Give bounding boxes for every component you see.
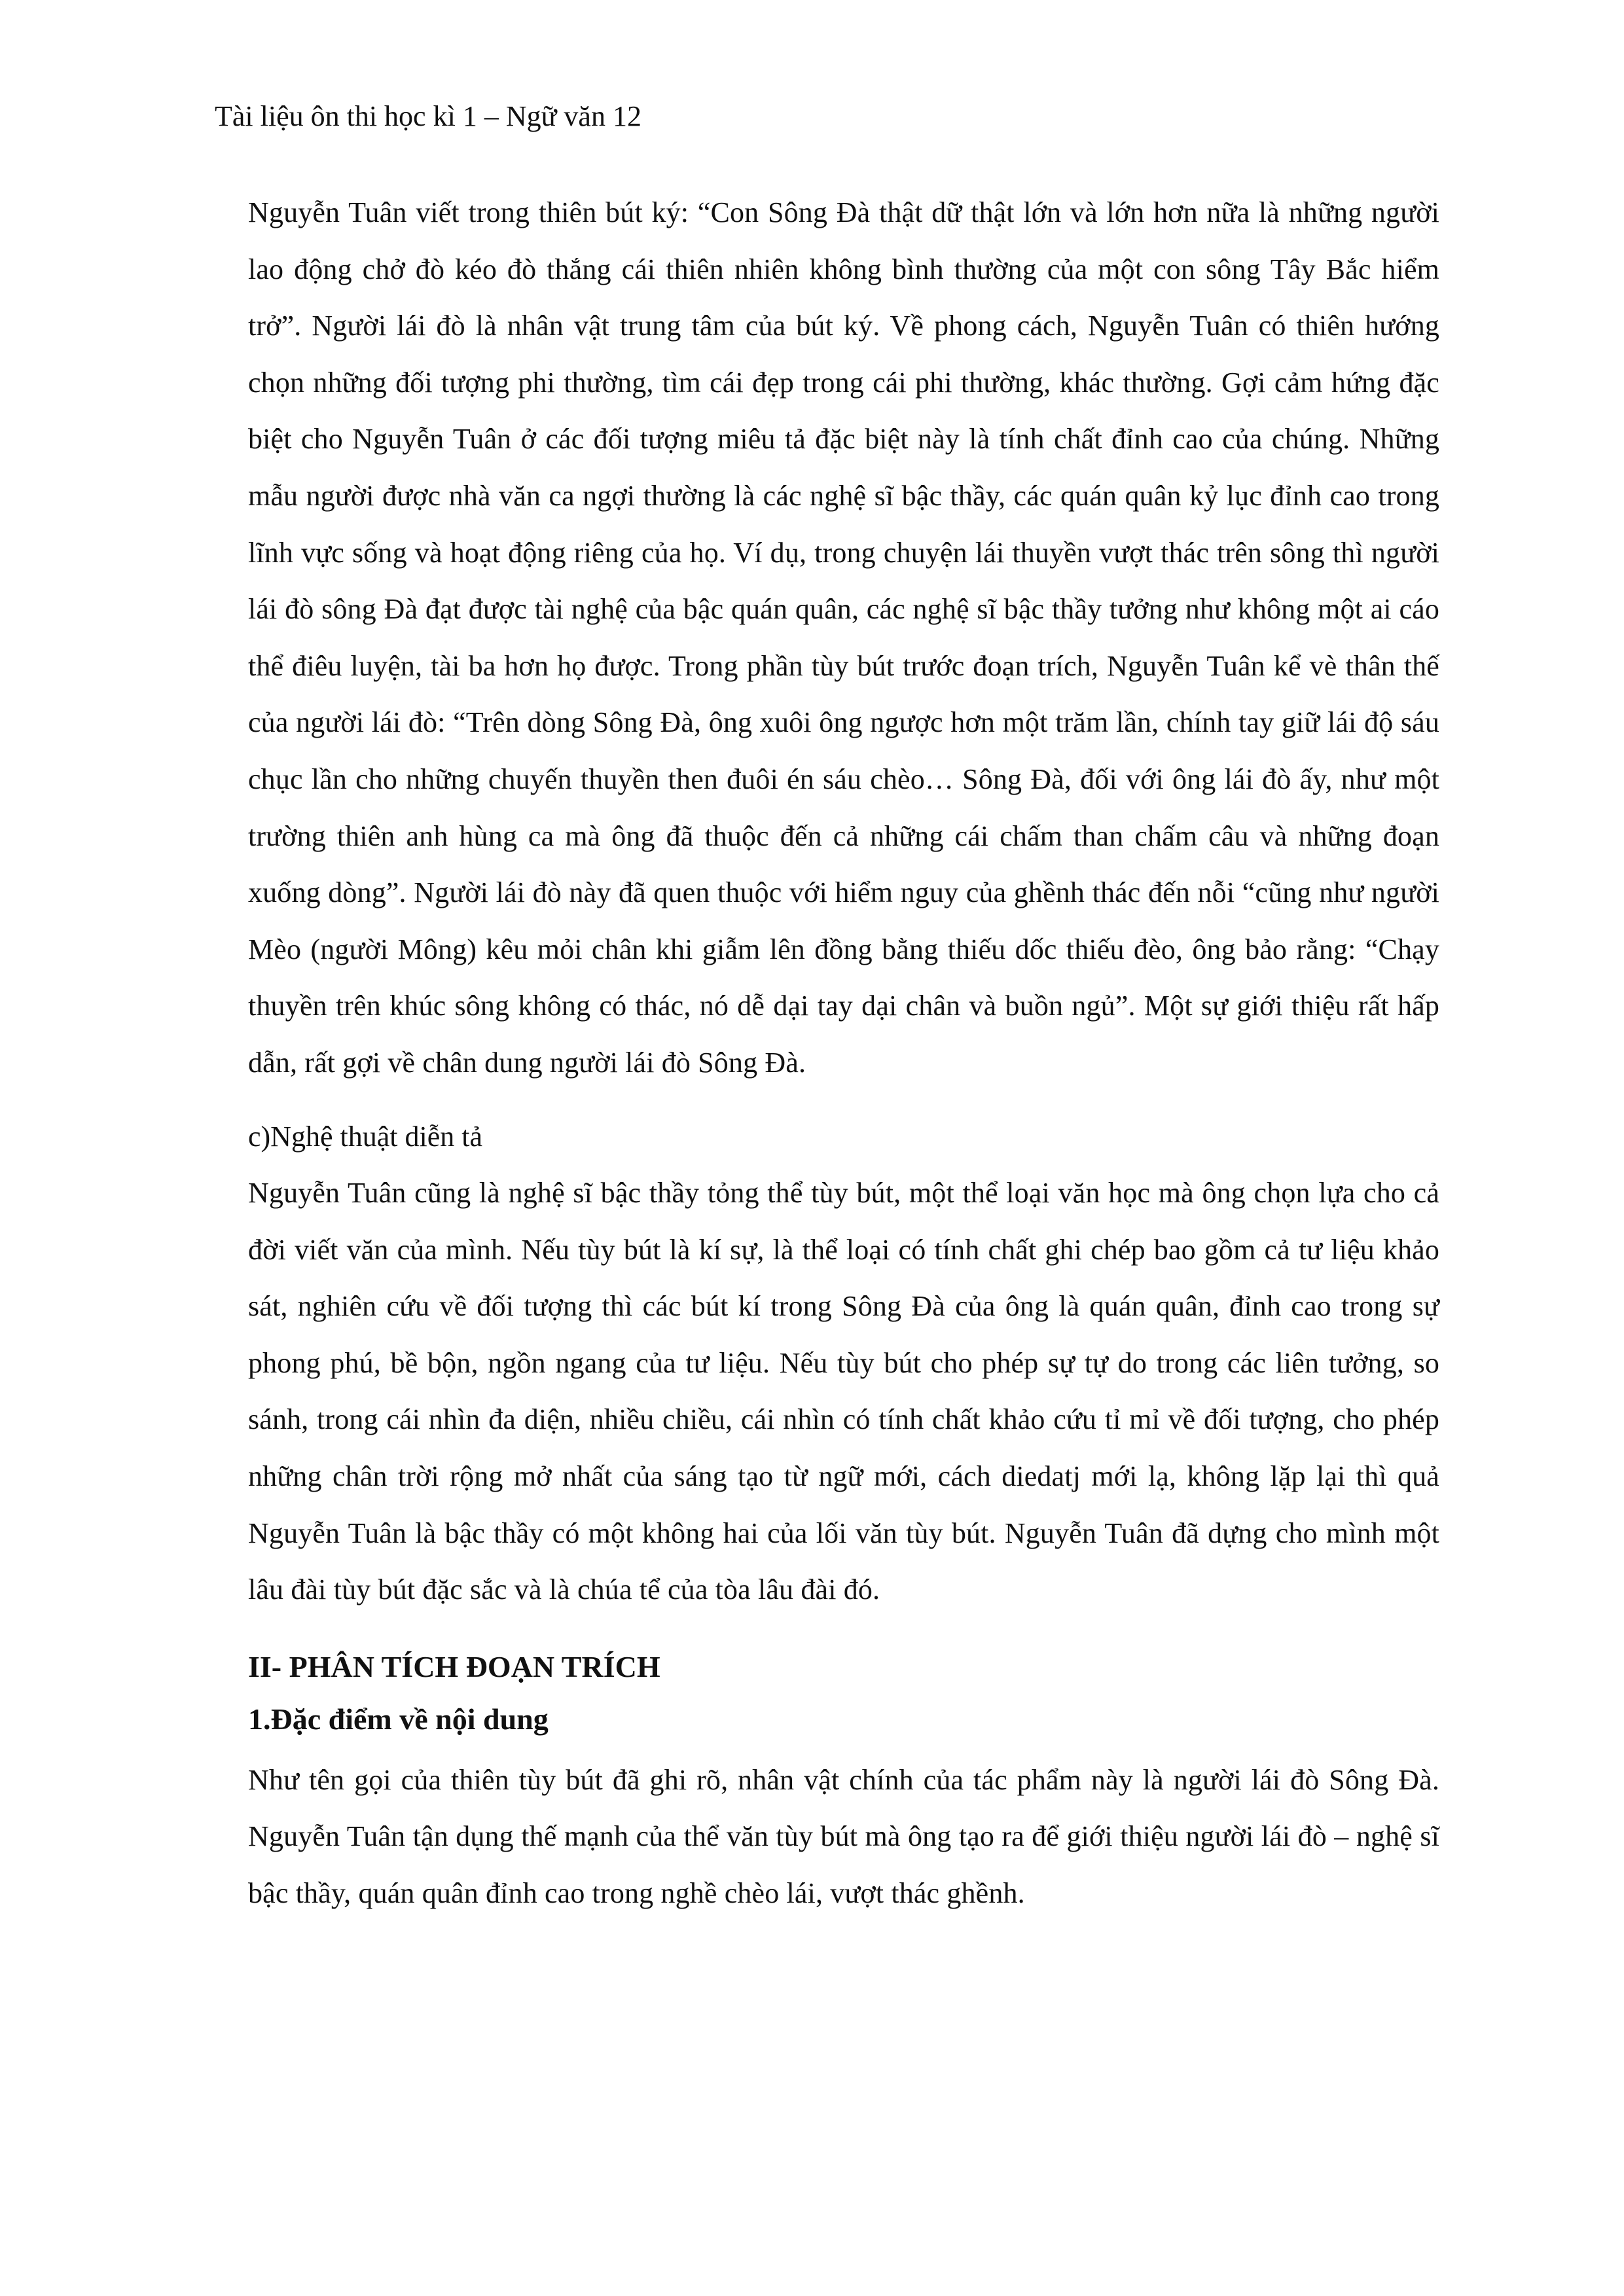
subsection-heading: 1.Đặc điểm về nội dung (248, 1702, 549, 1736)
section-heading: II- PHÂN TÍCH ĐOẠN TRÍCH (248, 1649, 660, 1683)
subheading-art-of-expression: c)Nghệ thuật diễn tả (248, 1120, 482, 1153)
running-header: Tài liệu ôn thi học kì 1 – Ngữ văn 12 (215, 100, 641, 132)
body-paragraph-2: Nguyễn Tuân cũng là nghệ sĩ bậc thầy tỏng thể tùy bút, một thể loại văn học mà ông chọn lựa cho cả đời viết văn của mình. Nếu tùy bút là kí sự, là thể loại có tính chất ghi chép bao gồm cả tư liệu khảo sát, nghiên cứu về đối tượng thì các bút kí trong Sông Đà của ông là quán quân, đỉnh cao trong sự phong phú, bề bộn, ngồn ngang của tư liệu. Nếu tùy bút cho phép sự tự do trong các liên tưởng, so sánh, trong cái nhìn đa diện, nhiều chiều, cái nhìn có tính chất khảo cứu tỉ mỉ về đối tượng, cho phép những chân trời rộng mở nhất của sáng tạo từ ngữ mới, cách diedatj mới lạ, không lặp lại thì quả Nguyễn Tuân là bậc thầy có một không hai của lối văn tùy bút. Nguyễn Tuân đã dựng cho mình một lâu đài tùy bút đặc sắc và là chúa tể của tòa lâu đài đó. (248, 1177, 1439, 1606)
body-paragraph-1: Nguyễn Tuân viết trong thiên bút ký: “Con Sông Đà thật dữ thật lớn và lớn hơn nữa là những người lao động chở đò kéo đò thắng cái thiên nhiên không bình thường của một con sông Tây Bắc hiểm trở”. Người lái đò là nhân vật trung tâm của bút ký. Về phong cách, Nguyễn Tuân có thiên hướng chọn những đối tượng phi thường, tìm cái đẹp trong cái phi thường, khác thường. Gợi cảm hứng đặc biệt cho Nguyễn Tuân ở các đối tượng miêu tả đặc biệt này là tính chất đỉnh cao của chúng. Những mẫu người được nhà văn ca ngợi thường là các nghệ sĩ bậc thầy, các quán quân kỷ lục đỉnh cao trong lĩnh vực sống và hoạt động riêng của họ. Ví dụ, trong chuyện lái thuyền vượt thác trên sông thì người lái đò sông Đà đạt được tài nghệ của bậc quán quân, các nghệ sĩ bậc thầy tưởng như không một ai cáo thể điêu luyện, tài ba hơn họ được. Trong phần tùy bút trước đoạn trích, Nguyễn Tuân kể vè thân thế của người lái đò: “Trên dòng Sông Đà, ông xuôi ông ngược hơn một trăm lần, chính tay giữ lái độ sáu chục lần cho những chuyến thuyền then đuôi én sáu chèo… Sông Đà, đối với ông lái đò ấy, như một trường thiên anh hùng ca mà ông đã thuộc đến cả những cái chấm than chấm câu và những đoạn xuống dòng”. Người lái đò này đã quen thuộc với hiểm nguy của ghềnh thác đến nỗi “cũng như người Mèo (người Mông) kêu mỏi chân khi giẫm lên đồng bằng thiếu dốc thiếu đèo, ông bảo rằng: “Chạy thuyền trên khúc sông không có thác, nó dễ dại tay dại chân và buồn ngủ”. Một sự giới thiệu rất hấp dẫn, rất gợi về chân dung người lái đò Sông Đà. (248, 196, 1439, 1079)
page-content (248, 185, 1439, 1922)
body-paragraph-3: Như tên gọi của thiên tùy bút đã ghi rõ, nhân vật chính của tác phẩm này là người lái đò Sông Đà. Nguyễn Tuân tận dụng thế mạnh của thể văn tùy bút mà ông tạo ra để giới thiệu người lái đò – nghệ sĩ bậc thầy, quán quân đỉnh cao trong nghề chèo lái, vượt thác ghềnh. (248, 1763, 1439, 1910)
